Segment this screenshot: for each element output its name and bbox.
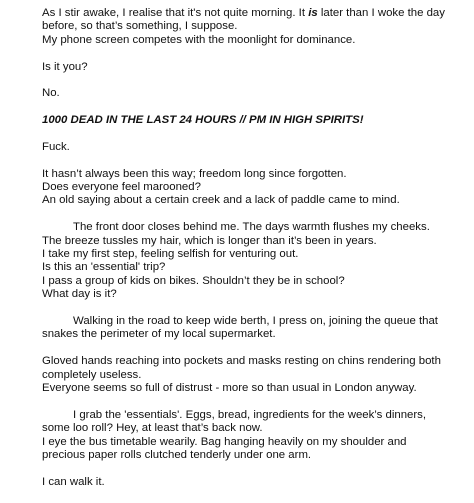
paragraph-gap bbox=[42, 128, 464, 141]
emphasis-text: is bbox=[308, 7, 318, 19]
paragraph-line: some loo roll? Hey, at least that’s back now. bbox=[42, 422, 263, 435]
paragraph-line: I can walk it. bbox=[42, 475, 105, 488]
paragraph-gap bbox=[42, 302, 464, 315]
paragraph-line: I pass a group of kids on bikes. Shouldn’t they be in school? bbox=[42, 274, 345, 287]
news-headline: 1000 DEAD IN THE LAST 24 HOURS // PM IN HIGH SPIRITS! bbox=[42, 114, 364, 127]
paragraph-line: Does everyone feel marooned? bbox=[42, 181, 201, 194]
paragraph-line: completely useless. bbox=[42, 368, 142, 381]
paragraph-line: precious paper rolls clutched tenderly under one arm. bbox=[42, 448, 312, 461]
paragraph-line: An old saying about a certain creek and a lack of paddle came to mind. bbox=[42, 194, 400, 207]
paragraph-gap bbox=[42, 342, 464, 355]
paragraph-line: As I stir awake, I realise that it's not quite morning. It is later than I woke the day bbox=[42, 7, 445, 19]
paragraph-line: No. bbox=[42, 87, 60, 100]
paragraph-line: Fuck. bbox=[42, 140, 70, 153]
paragraph-gap bbox=[42, 74, 464, 87]
paragraph-line: The breeze tussles my hair, which is longer than it’s been in years. bbox=[42, 234, 377, 247]
paragraph-line: The front door closes behind me. The days warmth flushes my cheeks. bbox=[73, 221, 430, 234]
paragraph-line: Everyone seems so full of distrust - more so than usual in London anyway. bbox=[42, 381, 417, 394]
paragraph-line: Is this an 'essential' trip? bbox=[42, 261, 166, 274]
paragraph-gap bbox=[42, 101, 464, 114]
paragraph-line: before, so that’s something, I suppose. bbox=[42, 20, 238, 33]
paragraph-line: It hasn’t always been this way; freedom long since forgotten. bbox=[42, 167, 347, 180]
paragraph-line: I grab the 'essentials'. Eggs, bread, ingredients for the week’s dinners, bbox=[73, 408, 427, 421]
paragraph-gap bbox=[42, 462, 464, 475]
paragraph-line: What day is it? bbox=[42, 288, 117, 301]
paragraph-line: Walking in the road to keep wide berth, I press on, joining the queue that bbox=[73, 314, 438, 327]
paragraph-line: I take my first step, feeling selfish for venturing out. bbox=[42, 248, 299, 261]
paragraph-line: Is it you? bbox=[42, 60, 88, 73]
paragraph-gap bbox=[42, 395, 464, 408]
paragraph-line: My phone screen competes with the moonlight for dominance. bbox=[42, 33, 356, 46]
paragraph-gap bbox=[42, 47, 464, 60]
paragraph-gap bbox=[42, 154, 464, 167]
paragraph-line: Gloved hands reaching into pockets and masks resting on chins rendering both bbox=[42, 355, 441, 368]
paragraph-gap bbox=[42, 208, 464, 221]
paragraph-line: I eye the bus timetable wearily. Bag hanging heavily on my shoulder and bbox=[42, 435, 407, 448]
paragraph-line: snakes the perimeter of my local supermarket. bbox=[42, 328, 276, 341]
